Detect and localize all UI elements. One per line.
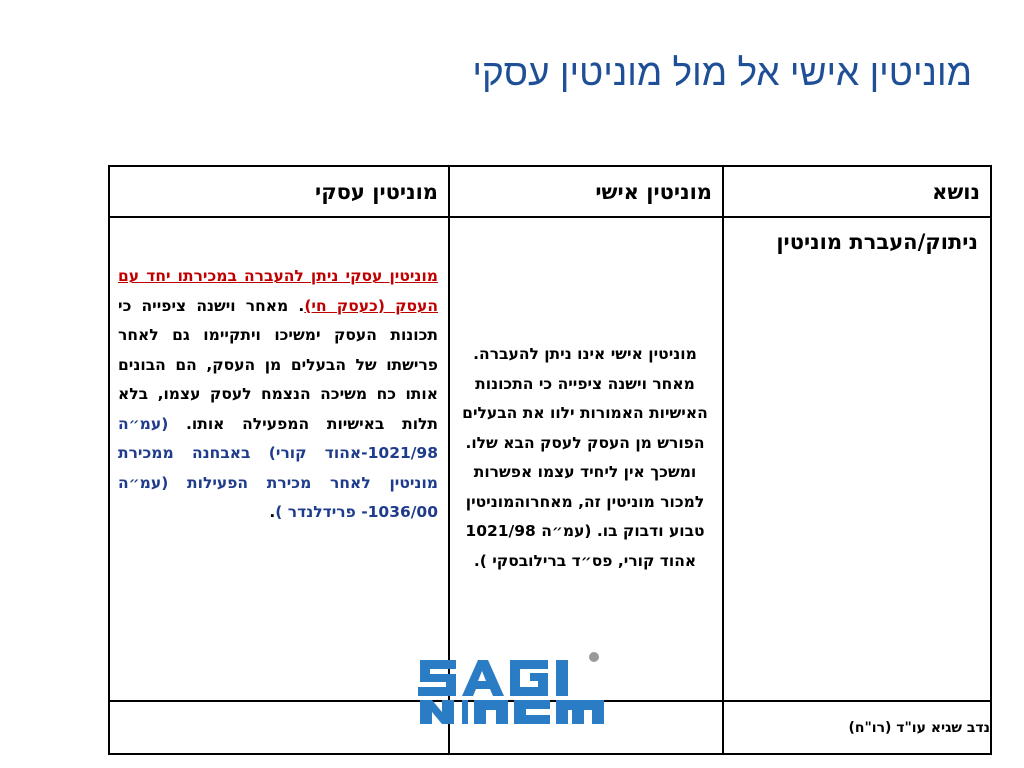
cell-topic: ניתוק/העברת מוניטין	[723, 217, 991, 701]
business-goodwill-end: .	[269, 503, 276, 521]
business-goodwill-black-text: . מאחר וישנה ציפייה כי תכונות העסק ימשיכו ויתקיימו גם לאחר פרישתו של הבעלים מן העסק, הם הבונים אותו כח משיכה הנצמח לעסק עצמו, בלא תלות באישיות המפעילה אותו.	[118, 296, 438, 433]
business-goodwill-text	[110, 218, 448, 528]
page-title: מוניטין אישי אל מול מוניטין עסקי	[472, 52, 972, 93]
author-credit: נדב שגיא עו"ד (רו"ח)	[723, 701, 991, 754]
table-header-row	[109, 166, 991, 217]
header-topic: נושא	[723, 166, 991, 217]
header-business-goodwill: מוניטין עסקי	[109, 166, 449, 217]
business-goodwill-red-text: מוניטין עסקי ניתן להעברה במכירתו יחד עם העסק (כעסק חי)	[118, 267, 438, 315]
header-personal-goodwill: מוניטין אישי	[449, 166, 723, 217]
footer-empty-cell	[109, 701, 449, 754]
cell-business-goodwill	[109, 217, 449, 701]
sagi-logo	[416, 650, 608, 726]
cell-personal-goodwill	[449, 217, 723, 701]
personal-goodwill-text: מוניטין אישי אינו ניתן להעברה. מאחר וישנה ציפייה כי התכונות האישיות האמורות ילוו את הבעלים הפורש מן העסק לעסק הבא שלו. ומשכך אין ליחיד עצמו אפשרות למכור מוניטין זה, מאחרוהמוניטין טבוע ודבוק בו. (עמ״ה 1021/98 אהוד קורי, פס״ד ברילובסקי ).	[462, 345, 708, 570]
table-row	[109, 217, 991, 701]
business-goodwill-blue-text: (עמ״ה 1021/98-אהוד קורי) באבחנה ממכירת מוניטין לאחר מכירת הפעילות (עמ״ה 1036/00- פרידלנדר )	[118, 414, 438, 521]
